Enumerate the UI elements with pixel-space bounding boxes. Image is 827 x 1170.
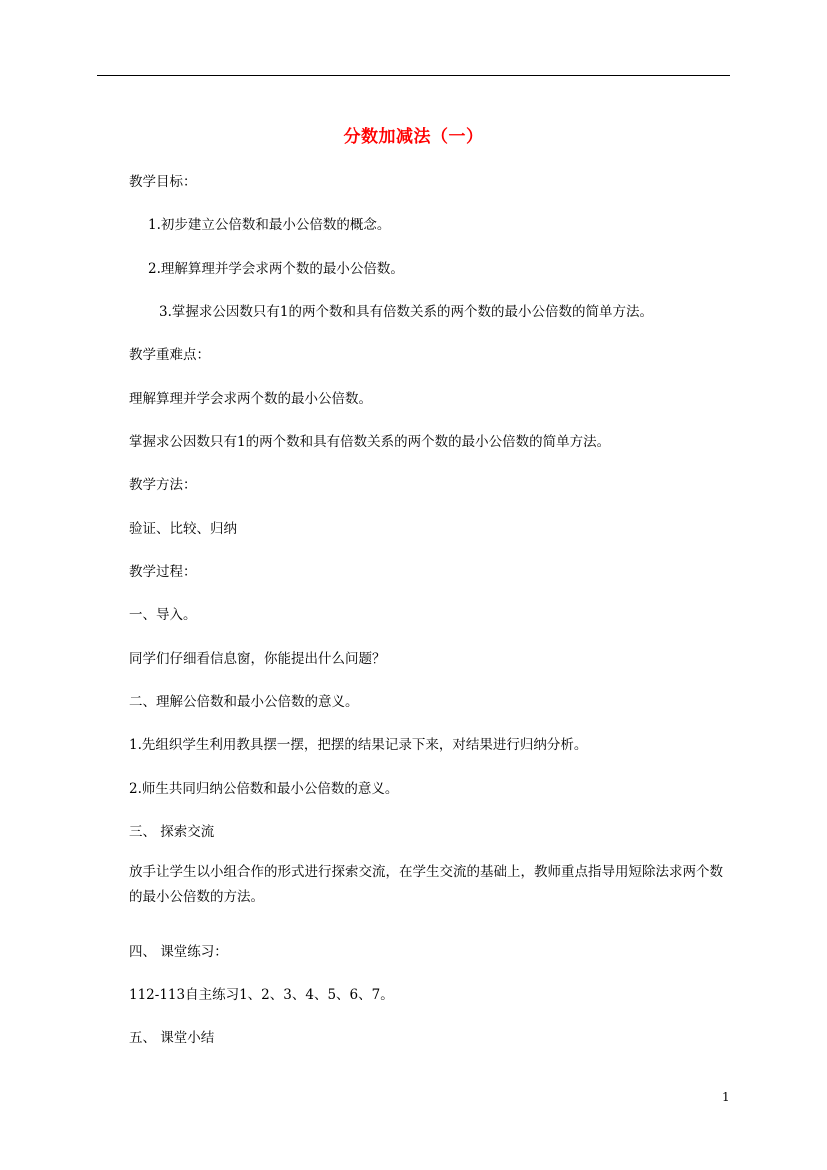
section1-heading: 一、导入。 bbox=[129, 607, 197, 623]
key-point-1: 理解算理并学会求两个数的最小公倍数。 bbox=[129, 391, 372, 407]
objective-item-3: 3.掌握求公因数只有1的两个数和具有倍数关系的两个数的最小公倍数的简单方法。 bbox=[159, 304, 653, 320]
objectives-heading: 教学目标： bbox=[129, 174, 197, 190]
process-heading: 教学过程： bbox=[129, 564, 197, 580]
objective-item-1: 1.初步建立公倍数和最小公倍数的概念。 bbox=[148, 217, 391, 233]
header-rule bbox=[97, 75, 730, 76]
section5-heading: 五、 课堂小结 bbox=[129, 1030, 215, 1046]
key-point-2: 掌握求公因数只有1的两个数和具有倍数关系的两个数的最小公倍数的简单方法。 bbox=[129, 434, 611, 450]
page-number: 1 bbox=[722, 1090, 730, 1104]
section4-heading: 四、 课堂练习： bbox=[129, 944, 228, 960]
section2-item-2: 2.师生共同归纳公倍数和最小公倍数的意义。 bbox=[129, 781, 399, 797]
section2-heading: 二、理解公倍数和最小公倍数的意义。 bbox=[129, 694, 359, 710]
section3-text: 放手让学生以小组合作的形式进行探索交流，在学生交流的基础上，教师重点指导用短除法求两个数的最小公倍数的方法。 bbox=[129, 864, 723, 905]
section3-heading: 三、 探索交流 bbox=[129, 824, 215, 840]
key-points-heading: 教学重难点： bbox=[129, 347, 210, 363]
document-title: 分数加减法（一） bbox=[343, 127, 484, 147]
objective-item-2: 2.理解算理并学会求两个数的最小公倍数。 bbox=[148, 261, 404, 277]
section1-text: 同学们仔细看信息窗，你能提出什么问题？ bbox=[129, 651, 386, 667]
methods-text: 验证、比较、归纳 bbox=[129, 521, 237, 537]
section2-item-1: 1.先组织学生利用教具摆一摆，把摆的结果记录下来，对结果进行归纳分析。 bbox=[129, 737, 588, 753]
methods-heading: 教学方法： bbox=[129, 477, 197, 493]
section4-text: 112-113自主练习1、2、3、4、5、6、7。 bbox=[129, 987, 394, 1003]
